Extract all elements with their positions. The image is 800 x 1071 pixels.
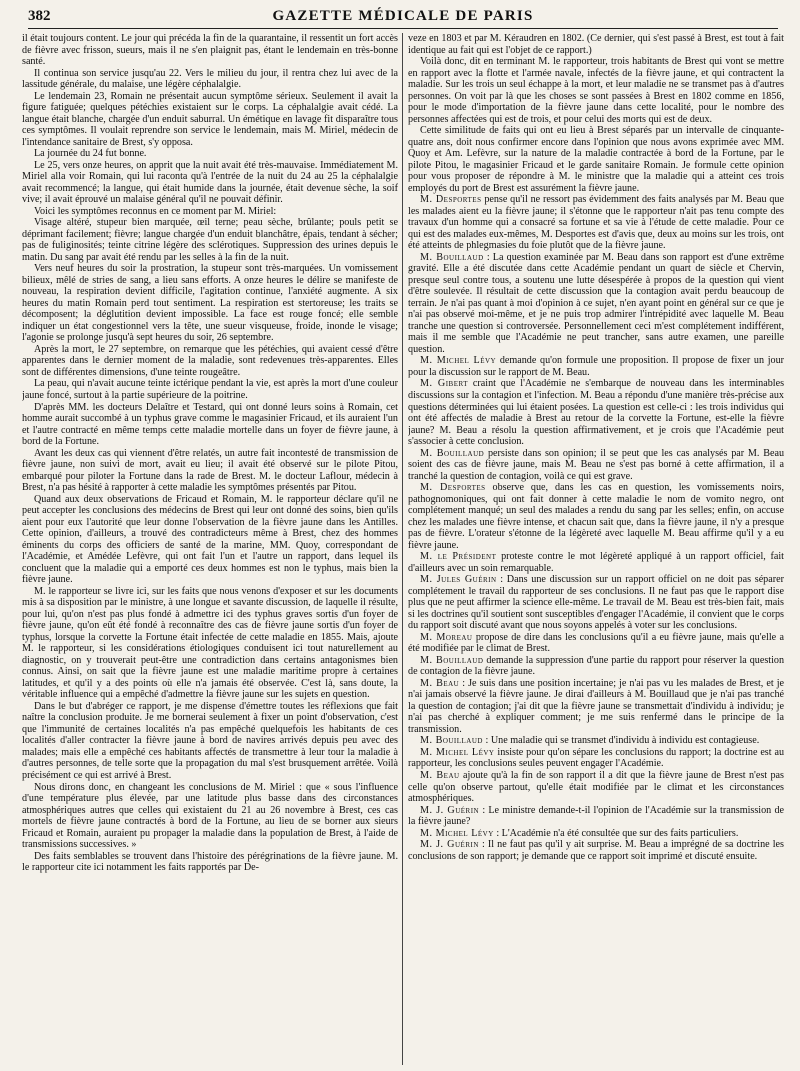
paragraph bbox=[408, 770, 784, 805]
paragraph-text: demande la suppression d'une partie du rapport pour réserver la question de contagion de la fièvre jaune. bbox=[408, 654, 784, 678]
paragraph bbox=[22, 91, 398, 149]
speaker-name: M. Bouillaud bbox=[420, 735, 483, 747]
paragraph-text: Il continua son service jusqu'au 22. Vers le milieu du jour, il rentra chez lui avec de la lassitude générale, du malaise, une légère céphalalgie. bbox=[22, 67, 398, 91]
paragraph-text: La peau, qui n'avait aucune teinte ictérique pendant la vie, est après la mort d'une couleur jaune foncé, surtout à la partie supérieure de la poitrine. bbox=[22, 378, 398, 401]
paragraph-text: : Dans une discussion sur un rapport officiel on ne doit pas séparer complétement le travail du rapporteur de ses conclusions. Il ne faut pas que le rapport dise plus que ne peut affirmer la science elle-même. Le travail de M. Beau est très-bien fait, mais si les doctrines qu'il soutient sont susceptibles d'engager l'Académie, il convient que le corps du rapport soit discuté avant que nous soyons appelés à voter sur les conclusions. bbox=[408, 574, 784, 632]
paragraph-text: M. le rapporteur se livre ici, sur les faits que nous venons d'exposer et sur les documents mis à sa disposition par le ministre, à une longue et savante discussion, de laquelle il résulte, pour lui, qu'on n'est pas plus fondé à admettre ici des typhus graves sortis d'un foyer de fièvre jaune, qu'on eût été fondé à reconnaître des cas de fièvre jaune sortis d'un foyer de typhus, lorsque la corvette la Fortune était infectée de cette maladie en 1855. Mais, ajoute M. le rapporteur, si les considérations étiologiques conduisent ici tout naturellement au diagnostic, on y trouverait peut-être une contradiction dans certains antagonismes bien connus. Ainsi, on sait que la fièvre jaune est une maladie maritime propre à certaines latitudes, et qu'il y a des points où elle n'a jamais été observée. C'est là, sans doute, la véritable influence qui a empêché d'admettre la fièvre jaune sur les sujets en question. bbox=[22, 585, 398, 701]
paragraph bbox=[408, 33, 784, 56]
paragraph-text: Cette similitude de faits qui ont eu lieu à Brest séparés par un intervalle de cinquante-quatre ans, doit nous confirmer encore dans l'opinion que nous avons exprimée avec MM. Quoy et Am. Lefèvre, sur la nature de la maladie contractée à bord de la Fortune, par le pilote Pitou, le magasinier Fricaud et le garde sanitaire Romain. Je formule cette opinion pour vous proposer de répondre à M. le ministre que la maladie qui a atteint ces trois employés du port de Brest est assurément la fièvre jaune. bbox=[408, 125, 784, 194]
paragraph bbox=[408, 574, 784, 632]
paragraph bbox=[22, 494, 398, 586]
paragraph bbox=[22, 206, 398, 218]
paragraph-text: : Une maladie qui se transmet d'individu à individu est contagieuse. bbox=[485, 735, 760, 747]
paragraph bbox=[22, 586, 398, 701]
paragraph bbox=[22, 263, 398, 344]
paragraph bbox=[408, 678, 784, 736]
paragraph-text: : Je suis dans une position incertaine; je n'ai pas vu les malades de Brest, et je n'ai jamais observé la fièvre jaune. Je dirai d'ailleurs à M. Bouillaud que je n'ai pas tranché la question de contagion; j'ai dit que la fièvre jaune se transmettait d'individu à individu; je n'ai pas cherché à expliquer comment; je me suis renfermé dans le principe de la transmission. bbox=[408, 677, 784, 735]
paragraph bbox=[22, 782, 398, 851]
paragraph-text: Le lendemain 23, Romain ne présentait aucun symptôme sérieux. Seulement il avait la figure fatiguée; quelques pétéchies existaient sur le corps. La céphalalgie avait cédé. La langue était blanche, chargée d'un enduit saburral. Un émétique en lavage fit disparaître tous ces symptômes. Il voulait reprendre son service le lendemain, mais M. Miriel, médecin de l'intendance sanitaire de Brest, s'y opposa. bbox=[22, 90, 398, 148]
paragraph-text: Quand aux deux observations de Fricaud et Romain, M. le rapporteur déclare qu'il ne peut accepter les conclusions des médecins de Brest qui leur ont donné des soins, bien qu'ils aient pour eux l'autorité que leur donne l'observation de la fièvre jaune dans les Antilles. Cette opinion, d'ailleurs, a trouvé des contradicteurs même à Brest, chez des hommes éminents du corps des officiers de santé de la marine, MM. Quoy, correspondant de l'Académie, et Amédée Lefèvre, qui ont fait l'un et l'autre un rapport, dans lequel ils concluent que la maladie qui a emporté ces deux hommes est non le typhus, mais bien la fièvre jaune. bbox=[22, 493, 398, 586]
paragraph-text: observe que, dans les cas en question, les vomissements noirs, pathognomoniques, qui ont fait donner à cette maladie le nom de vomito negro, ont complétement manqué; un seul des malades a rendu du sang par les selles; enfin, on accuse chez les malades une fièvre intense, et chacun sait que, dans la fièvre jaune, il n'y a presque pas de fièvre. L'orateur s'étonne de la légèreté avec laquelle M. Beau affirme qu'il y a eu fièvre jaune. bbox=[408, 482, 784, 551]
journal-title: GAZETTE MÉDICALE DE PARIS bbox=[272, 8, 534, 24]
paragraph-text: Avant les deux cas qui viennent d'être relatés, un autre fait incontesté de transmission de fièvre jaune, non suivi de mort, avait eu lieu; il avait été observé sur le pilote Pitou, embarqué pour piloter la Fortune dans la rade de Brest. M. le docteur Laflour, médecin à Brest, n'a pas hésité à rapporter à cette maladie les symptômes présentés par Pitou. bbox=[22, 447, 398, 494]
paragraph-text: persiste dans son opinion; il se peut que les cas analysés par M. Beau soient des cas de fièvre jaune, mais M. Beau ne s'est pas borné à cette affirmation, il a tranché la question de contagion, voilà ce qui est grave. bbox=[408, 447, 784, 482]
paragraph bbox=[408, 551, 784, 574]
left-column bbox=[22, 33, 398, 1067]
paragraph-text: craint que l'Académie ne s'embarque de nouveau dans les interminables discussions sur la contagion et l'infection. M. Beau a répondu d'une manière très-précise aux questions déterminées qui lui étaient posées. La question est celle-ci : les trois individus qui ont été affectés de maladie à Brest au retour de la corvette la Fortune, est-elle la fièvre jaune? M. Beau a résolu la question affirmativement, et je crois que l'Académie peut s'associer à cette conclusion. bbox=[408, 378, 784, 448]
speaker-name: M. Michel Lévy bbox=[420, 355, 497, 367]
speaker-name: M. Bouillaud bbox=[420, 447, 485, 459]
speaker-name: M. Gibert bbox=[420, 378, 469, 390]
paragraph bbox=[22, 402, 398, 448]
paragraph-text: Dans le but d'abréger ce rapport, je me dispense d'émettre toutes les réflexions que fait naître la conclusion produite. Je me bornerai seulement à fixer un point d'observation, c'est que l'immunité de certaines localités n'a pas empêché quelquefois les habitants de ces localités d'aller contracter la fièvre jaune à bord de navires arrivés depuis peu avec des malades; mais elle a empêché ces habitants affectés de transmettre à leur tour la maladie à d'autres personnes, de telle sorte que la propagation du mal s'est brusquement arrêtée. Voilà précisément ce qui est arrivé à Brest. bbox=[22, 700, 398, 781]
paragraph-text: La journée du 24 fut bonne. bbox=[34, 148, 147, 160]
paragraph bbox=[22, 448, 398, 494]
speaker-name: M. le Président bbox=[420, 551, 497, 563]
column-divider bbox=[402, 33, 403, 1065]
paragraph bbox=[408, 194, 784, 252]
speaker-name: M. Michel Lévy bbox=[420, 746, 495, 758]
paragraph-text: : La question examinée par M. Beau dans son rapport est d'une extrême gravité. Elle a été discutée dans cette Académie pendant un quart de siècle et Chervin, presque seul contre tous, a soutenu une lutte désespérée à propos de la question qui vient d'être soulevée. Il résultait de cette discussion que la contagion avait perdu beaucoup de terrain. Je n'ai pas quant à moi d'opinion à ce sujet, n'en ayant point en général sur ce que je n'ai pas observé moi-même, et je ne puis trop admirer l'intrépidité avec laquelle M. Beau tranche une question si controversée. Personnellement ceci m'est complétement indifférent, mais il me semble que l'Académie ne peut trancher, sans autre examen, une pareille question. bbox=[408, 251, 784, 355]
paragraph bbox=[22, 701, 398, 782]
paragraph-text: insiste pour qu'on sépare les conclusions du rapport; la doctrine est au rapporteur, les conclusions seules peuvent engager l'Académie. bbox=[408, 746, 784, 770]
paragraph-text: Visage altéré, stupeur bien marquée, œil terne; peau sèche, brûlante; pouls petit se déprimant facilement; fièvre; langue chargée d'un enduit blanchâtre, épais, tendant à sécher; pas de fuliginosités; teinte citrine légère des sclérotiques. Suppression des urines depuis le matin. Du sang par avait été rendu par les selles à la fin de la nuit. bbox=[22, 217, 398, 263]
speaker-name: M. Bouillaud bbox=[420, 251, 484, 263]
paragraph-text: Vers neuf heures du soir la prostration, la stupeur sont très-marquées. Un vomissement bilieux, mêlé de stries de sang, a lieu sans efforts. A onze heures le délire se manifeste de nouveau, la respiration devient difficile, l'agitation continue, l'anxiété augmente. A six heures du matin Romain perd tout sentiment. La respiration est stertoreuse; les traits se décomposent; la déglutition devient impossible. La face est rouge foncé; elle semble indiquer un état congestionnel vers la tête, une sueur visqueuse, froide, inonde le visage; l'agonie se prolonge jusqu'à sept heures du soir, 26 septembre. bbox=[22, 263, 398, 344]
paragraph-text: Des faits semblables se trouvent dans l'histoire des pérégrinations de la fièvre jaune. M. le rapporteur cite ici notamment les faits rapportés par De- bbox=[22, 850, 398, 874]
paragraph-text: Voilà donc, dit en terminant M. le rapporteur, trois habitants de Brest qui vont se mettre en rapport avec la flotte et l'armée navale, infectés de la fièvre jaune, et qui contractent la maladie. Sur les trois un seul échappe à la mort, et leur maladie ne se transmet pas à d'autres personnes. On voit par là que les choses se sont passées à Brest en 1802 comme en 1856, pour le mode d'importation de la fièvre jaune dans cette localité, pour le nombre des personnes affectées qui est de trois, et pour celui des morts qui est de deux. bbox=[408, 56, 784, 125]
paragraph-text: ajoute qu'à la fin de son rapport il a dit que la fièvre jaune de Brest n'est pas celle qu'on observe partout, qu'elle était modifiée par le climat et les circonstances atmosphériques. bbox=[408, 770, 784, 805]
speaker-name: M. Michel Lévy bbox=[420, 827, 494, 839]
paragraph bbox=[22, 160, 398, 206]
paragraph bbox=[408, 448, 784, 483]
paragraph bbox=[408, 355, 784, 378]
paragraph bbox=[408, 839, 784, 862]
speaker-name: M. Desportes bbox=[420, 482, 486, 494]
paragraph bbox=[408, 747, 784, 770]
page-number: 382 bbox=[28, 8, 51, 24]
paragraph bbox=[408, 828, 784, 840]
speaker-name: M. J. Guérin bbox=[420, 804, 480, 816]
paragraph bbox=[408, 252, 784, 356]
paragraph bbox=[22, 33, 398, 68]
paragraph-text: Nous dirons donc, en changeant les conclusions de M. Miriel : que « sous l'influence d'une température plus élevée, par une latitude plus basse dans des circonstances atmosphériques autres que celles qui existaient du 21 au 26 novembre à Brest, ces cas mortels de fièvre jaune contractés à bord de la Fortune, au lieu de se borner aux sieurs Fricaud et Romain, auraient pu propager la maladie dans la population de Brest, à l'aide de transmissions successives. » bbox=[22, 781, 398, 851]
speaker-name: M. Moreau bbox=[420, 631, 473, 643]
paragraph bbox=[408, 56, 784, 125]
paragraph bbox=[22, 148, 398, 160]
paragraph bbox=[408, 378, 784, 447]
paragraph bbox=[22, 344, 398, 379]
paragraph bbox=[22, 378, 398, 401]
page-header bbox=[28, 8, 778, 29]
paragraph-text: D'après MM. les docteurs Delaître et Testard, qui ont donné leurs soins à Romain, cet homme aurait succombé à un typhus grave comme le magasinier Fricaud, et ils auraient l'un et l'autre contracté en même temps cette maladie mortelle dans un foyer de fièvre jaune, à bord de la Fortune. bbox=[22, 401, 398, 448]
paragraph-text: Voici les symptômes reconnus en ce moment par M. Miriel: bbox=[34, 205, 277, 217]
speaker-name: M. Bouillaud bbox=[420, 654, 484, 666]
paragraph bbox=[22, 68, 398, 91]
paragraph bbox=[408, 655, 784, 678]
speaker-name: M. Jules Guérin bbox=[420, 574, 497, 586]
paragraph-text: pense qu'il ne ressort pas évidemment des faits analysés par M. Beau que les malades aient eu la fièvre jaune; il s'étonne que le rapporteur n'ait pas tenu compte des travaux d'un homme qui a consacré sa fortune et sa vie à l'étude de cette maladie. Pour ce qui est des malades eux-mêmes, M. Desportes est d'avis que, deux au moins sur les trois, ont été atteints de phlegmasies du foie plutôt que de la fièvre jaune. bbox=[408, 194, 784, 252]
paragraph bbox=[408, 735, 784, 747]
paragraph-text: proteste contre le mot légèreté appliqué à un rapport officiel, fait d'ailleurs avec un soin remarquable. bbox=[408, 551, 784, 574]
paragraph bbox=[22, 217, 398, 263]
paragraph-text: Le 25, vers onze heures, on apprit que la nuit avait été très-mauvaise. Immédiatement M. Miriel alla voir Romain, qui lui raconta qu'à l'entrée de la nuit du 24 au 25 la céphalalgie avait recommencé; la langue, qui était humide dans la journée, était devenue sèche, la soif vive; il avait éprouvé un malaise général qu'il ne pouvait définir. bbox=[22, 159, 398, 206]
paragraph-text: demande qu'on formule une proposition. Il propose de fixer un jour pour la discussion sur le rapport de M. Beau. bbox=[408, 355, 784, 378]
paragraph-text: : Le ministre demande-t-il l'opinion de l'Académie sur la transmission de la fièvre jaune? bbox=[408, 804, 784, 828]
paragraph-text: veze en 1803 et par M. Kéraudren en 1802. (Ce dernier, qui s'est passé à Brest, est tout à fait identique au fait qui est l'objet de ce rapport.) bbox=[408, 33, 784, 56]
paragraph bbox=[408, 125, 784, 194]
paragraph-text: propose de dire dans les conclusions qu'il a eu fièvre jaune, mais qu'elle a été modifiée par le climat de Brest. bbox=[408, 631, 784, 655]
speaker-name: M. J. Guérin bbox=[420, 839, 479, 851]
paragraph bbox=[408, 482, 784, 551]
speaker-name: M. Beau bbox=[420, 677, 460, 689]
paragraph-text: : Il ne faut pas qu'il y ait surprise. M. Beau a imprégné de sa doctrine les conclusions de son rapport; je demande que ce rapport soit imprimé et discuté ensuite. bbox=[408, 839, 784, 862]
paragraph bbox=[408, 805, 784, 828]
paragraph-text: Après la mort, le 27 septembre, on remarque que les pétéchies, qui avaient cessé d'être apparentes dans le dernier moment de la maladie, sont redevenues très-apparentes. Elles sont de différentes dimensions, d'une teinte rougeâtre. bbox=[22, 343, 398, 378]
right-column bbox=[408, 33, 784, 1067]
paragraph bbox=[408, 632, 784, 655]
paragraph bbox=[22, 851, 398, 874]
paragraph-text: : L'Académie n'a été consultée que sur des faits particuliers. bbox=[496, 827, 739, 839]
speaker-name: M. Desportes bbox=[420, 194, 482, 206]
paragraph-text: il était toujours content. Le jour qui précéda la fin de la quarantaine, il ressentit un fort accès de fièvre avec frisson, sueurs, mais il ne s'en plaignit pas, étant le lendemain en très-bonne santé. bbox=[22, 33, 398, 68]
speaker-name: M. Beau bbox=[420, 770, 460, 781]
